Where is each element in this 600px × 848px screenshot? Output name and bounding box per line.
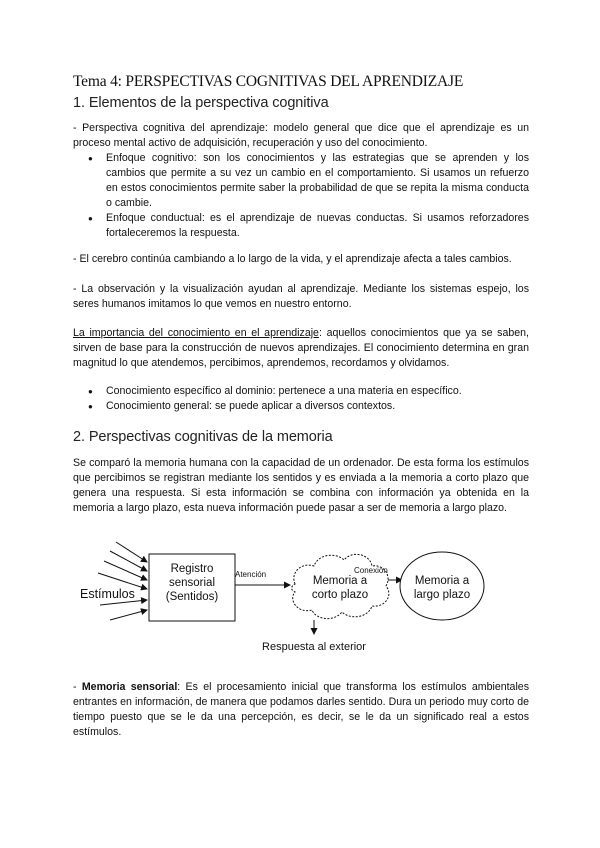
- underlined-term: La importancia del conocimiento en el aprendizaje: [73, 327, 319, 339]
- section-1-heading: 1. Elementos de la perspectiva cognitiva: [73, 95, 329, 111]
- section-1-paragraph-3: - La observación y la visualización ayudan al aprendizaje. Mediante los sistemas espejo, los seres humanos imitamos lo que vemos en nuestro entorno.: [73, 283, 529, 310]
- sensory-register-label-1: Registro: [170, 563, 214, 575]
- section-2-paragraph-2: [73, 680, 529, 740]
- long-term-memory-label-2: largo plazo: [413, 589, 471, 601]
- connection-label: Conexión: [354, 566, 388, 575]
- section-1-paragraph-2: - El cerebro continúa cambiando a lo largo de la vida, y el aprendizaje afecta a tales cambios.: [73, 253, 512, 265]
- section-2-heading: 2. Perspectivas cognitivas de la memoria: [73, 429, 333, 445]
- section-1-bullet-list-1: [88, 151, 529, 241]
- response-label: Respuesta al exterior: [262, 641, 366, 653]
- list-item: ● Enfoque cognitivo: son los conocimientos y las estrategias que se aprenden y los cambios que permite a su vez un cambio en el comportamiento. Si usamos un refuerzo en estos conocimientos permite saber la probabilidad de que se repita la misma conducta o cambie.: [88, 151, 529, 211]
- stimuli-label: Estímulos: [80, 587, 135, 601]
- short-term-memory-label-2: corto plazo: [311, 589, 369, 601]
- list-item: ● Conocimiento general: se puede aplicar a diversos contextos.: [88, 399, 529, 414]
- short-term-memory-label-1: Memoria a: [312, 575, 368, 587]
- attention-label: Atención: [235, 570, 267, 579]
- long-term-memory-label-1: Memoria a: [414, 575, 470, 587]
- paragraph-prefix: -: [73, 681, 82, 693]
- paragraph-text: : Es el procesamiento inicial que transforma los estímulos ambientales entrantes en información, de manera que podamos darles sentido. Dura un periodo muy corto de tiempo puesto que se le da una percepción, es decir, se le da un significado real a estos estímulos.: [73, 681, 529, 738]
- stimulus-arrows: [98, 542, 147, 620]
- sensory-register-label-3: (Sentidos): [165, 591, 219, 603]
- section-1-paragraph-4: [73, 326, 529, 371]
- section-1-paragraph-1: - Perspectiva cognitiva del aprendizaje: modelo general que dice que el aprendizaje es un proceso mental activo de adquisición, recuperación y uso del conocimiento.: [73, 122, 529, 149]
- section-2-paragraph-1: Se comparó la memoria humana con la capacidad de un ordenador. De esta forma los estímulos que percibimos se registran mediante los sentidos y es enviada a la memoria a corto plazo que genera una respuesta. Si esta información se combina con información ya obtenida en la memoria a largo plazo, esta nueva información puede pasar a ser de memoria a largo plazo.: [73, 457, 529, 514]
- document-title: Tema 4: PERSPECTIVAS COGNITIVAS DEL APRENDIZAJE: [73, 73, 464, 90]
- paragraph-text: : aquellos conocimientos que ya se saben, sirven de base para la construcción de nuevos aprendizajes. El conocimiento determina en gran magnitud lo que atendemos, percibimos, aprendemos, recordamos y olvidamos.: [73, 327, 529, 369]
- sensory-register-label-2: sensorial: [168, 577, 216, 589]
- section-1-bullet-list-2: [88, 384, 529, 414]
- bold-term: Memoria sensorial: [81, 681, 178, 693]
- list-item: ● Conocimiento específico al dominio: pertenece a una materia en específico.: [88, 384, 529, 399]
- list-item: ● Enfoque conductual: es el aprendizaje de nuevas conductas. Si usamos reforzadores fortaleceremos la respuesta.: [88, 211, 529, 241]
- memory-diagram: [80, 540, 510, 660]
